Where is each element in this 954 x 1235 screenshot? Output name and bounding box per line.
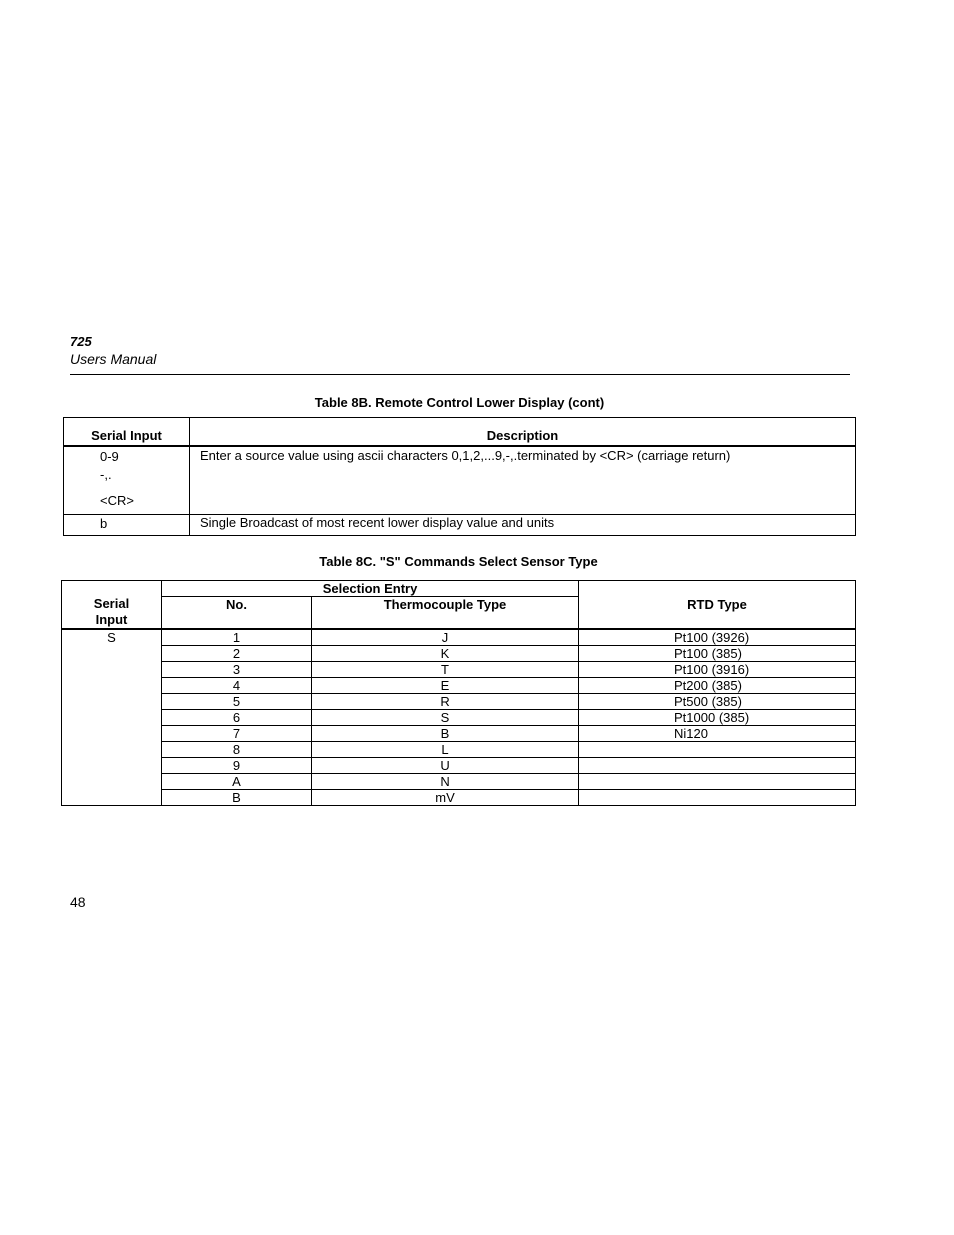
no-cell: 7 (162, 726, 312, 742)
no-cell: 3 (162, 662, 312, 678)
serial-input-header-label: Serial Input (93, 596, 130, 627)
serial-input-cell (64, 446, 190, 515)
table-row (62, 758, 856, 774)
rtd-cell: Pt1000 (385) (579, 710, 856, 726)
thermocouple-cell: E (312, 678, 579, 694)
table-row (64, 515, 856, 536)
table-row (64, 446, 856, 515)
no-cell: 4 (162, 678, 312, 694)
selection-entry-header: Selection Entry (162, 581, 579, 597)
no-cell: 6 (162, 710, 312, 726)
thermocouple-cell: mV (312, 790, 579, 806)
table-row (62, 774, 856, 790)
thermocouple-cell: K (312, 646, 579, 662)
thermocouple-cell: U (312, 758, 579, 774)
rtd-cell: Ni120 (579, 726, 856, 742)
thermocouple-type-header: Thermocouple Type (312, 597, 579, 630)
rtd-cell (579, 790, 856, 806)
rtd-cell: Pt100 (3916) (579, 662, 856, 678)
serial-input-value: <CR> (100, 493, 134, 508)
rtd-cell: Pt100 (3926) (579, 629, 856, 646)
serial-input-value: 0-9 (100, 449, 119, 464)
table-8c (61, 580, 856, 806)
thermocouple-cell: J (312, 629, 579, 646)
rtd-cell: Pt200 (385) (579, 678, 856, 694)
table-row (62, 742, 856, 758)
table-row (62, 726, 856, 742)
no-header: No. (162, 597, 312, 630)
no-cell: B (162, 790, 312, 806)
rtd-cell (579, 774, 856, 790)
rtd-cell (579, 758, 856, 774)
no-cell: 9 (162, 758, 312, 774)
manual-title: Users Manual (70, 351, 157, 367)
serial-input-cell: S (62, 629, 162, 806)
table-row (62, 678, 856, 694)
page-header (70, 333, 850, 368)
serial-input-header: Serial Input (64, 418, 190, 447)
serial-input-cell (64, 515, 190, 536)
model-number: 725 (70, 334, 92, 349)
table-8c-caption: Table 8C. "S" Commands Select Sensor Type (319, 554, 598, 569)
no-cell: 2 (162, 646, 312, 662)
rtd-cell (579, 742, 856, 758)
serial-input-value: -,. (100, 467, 112, 482)
thermocouple-cell: R (312, 694, 579, 710)
no-cell: 5 (162, 694, 312, 710)
table-row (62, 629, 856, 646)
rtd-type-header: RTD Type (579, 581, 856, 630)
table-row (62, 662, 856, 678)
serial-input-header (62, 581, 162, 630)
table-row (62, 694, 856, 710)
thermocouple-cell: N (312, 774, 579, 790)
table-row (62, 790, 856, 806)
description-header: Description (190, 418, 856, 447)
description-cell: Single Broadcast of most recent lower display value and units (190, 515, 856, 536)
thermocouple-cell: T (312, 662, 579, 678)
no-cell: 1 (162, 629, 312, 646)
header-rule (70, 374, 850, 375)
thermocouple-cell: L (312, 742, 579, 758)
rtd-cell: Pt100 (385) (579, 646, 856, 662)
rtd-cell: Pt500 (385) (579, 694, 856, 710)
page-number: 48 (70, 894, 86, 910)
table-row (62, 710, 856, 726)
table-row (62, 646, 856, 662)
description-cell: Enter a source value using ascii characters 0,1,2,...9,-,.terminated by <CR> (carriage return) (190, 446, 856, 515)
table-8b (63, 417, 856, 536)
serial-input-value: b (100, 516, 108, 531)
no-cell: 8 (162, 742, 312, 758)
thermocouple-cell: S (312, 710, 579, 726)
table-8b-caption: Table 8B. Remote Control Lower Display (cont) (314, 395, 605, 410)
thermocouple-cell: B (312, 726, 579, 742)
no-cell: A (162, 774, 312, 790)
